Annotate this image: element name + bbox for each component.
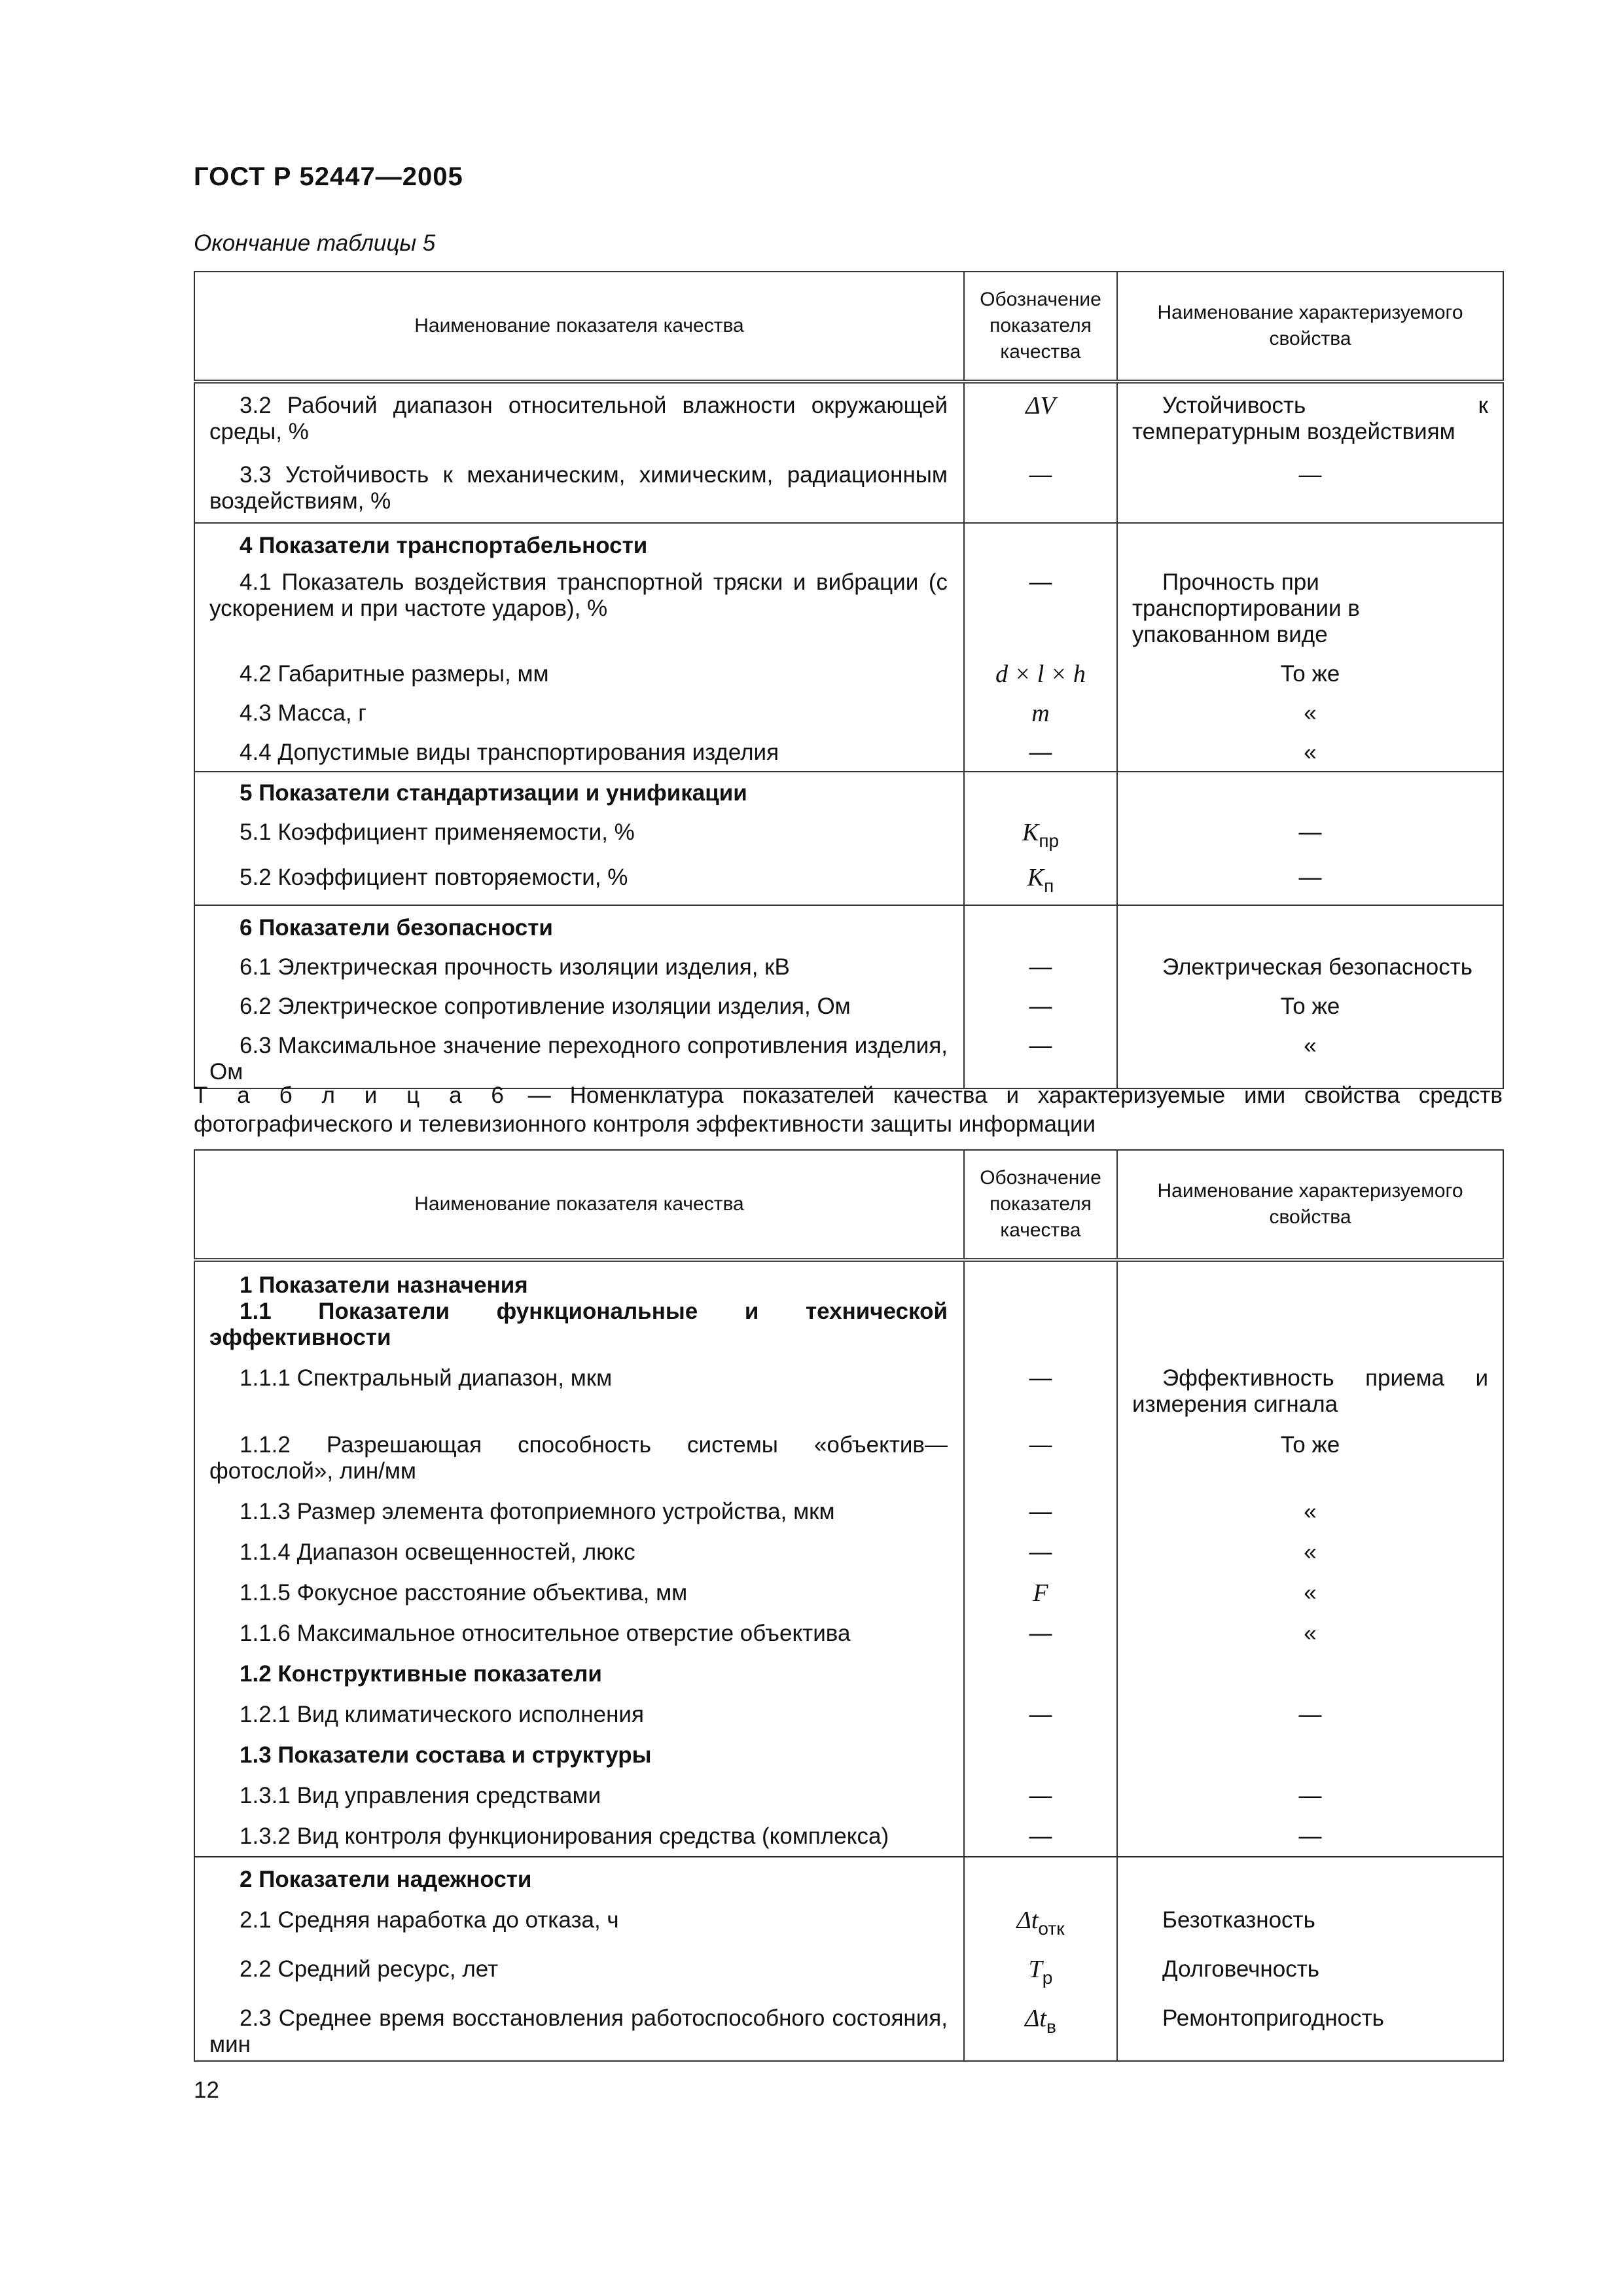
row-name: 1.1.3 Размер элемента фотоприемного устройства, мкм <box>194 1490 964 1530</box>
row-name: 1.1.5 Фокусное расстояние объектива, мм <box>194 1571 964 1611</box>
row-property: Устойчивость к температурным воздействиям <box>1117 382 1503 450</box>
column-header-symbol: Обозначение показателя качества <box>964 272 1117 382</box>
table-row <box>194 692 1503 732</box>
row-symbol <box>964 772 1117 812</box>
table-row <box>194 732 1503 772</box>
table6-caption <box>194 1081 1503 1139</box>
row-property <box>1117 1652 1503 1693</box>
table-row <box>194 1814 1503 1857</box>
row-symbol: — <box>964 450 1117 523</box>
row-property: Долговечность <box>1117 1947 1503 1996</box>
row-symbol <box>964 1947 1117 1996</box>
row-property: Электрическая безопасность <box>1117 946 1503 986</box>
table-row <box>194 859 1503 905</box>
table-row <box>194 1996 1503 2061</box>
row-property <box>1117 1260 1503 1299</box>
section-title: 1.1 Показатели функциональные и технической эффективности <box>194 1299 964 1360</box>
row-symbol: — <box>964 1025 1117 1088</box>
row-property: — <box>1117 859 1503 905</box>
symbol-subscript: отк <box>1038 1918 1065 1939</box>
row-property: То же <box>1117 653 1503 692</box>
row-symbol <box>964 1260 1117 1299</box>
table6-caption-lead: Т а б л и ц а 6 <box>194 1083 509 1108</box>
section-title: 1 Показатели назначения <box>194 1260 964 1299</box>
table-row <box>194 1490 1503 1530</box>
row-name: 1.3.2 Вид контроля функционирования средства (комплекса) <box>194 1814 964 1857</box>
row-symbol <box>964 859 1117 905</box>
row-name: 5.1 Коэффициент применяемости, % <box>194 812 964 859</box>
row-symbol <box>964 1652 1117 1693</box>
table-row <box>194 1530 1503 1571</box>
row-symbol <box>964 905 1117 946</box>
symbol-main: Δt <box>1016 1907 1039 1934</box>
table-row <box>194 946 1503 986</box>
row-property <box>1117 1857 1503 1898</box>
row-symbol <box>964 1299 1117 1360</box>
row-property: « <box>1117 1025 1503 1088</box>
row-symbol <box>964 1733 1117 1774</box>
row-symbol: — <box>964 986 1117 1025</box>
row-property: — <box>1117 1774 1503 1814</box>
row-symbol <box>964 1898 1117 1947</box>
row-property: « <box>1117 732 1503 772</box>
row-symbol: ΔV <box>964 382 1117 450</box>
table-row <box>194 1360 1503 1423</box>
row-property: « <box>1117 1571 1503 1611</box>
row-property <box>1117 1299 1503 1360</box>
page-number: 12 <box>194 2077 219 2103</box>
row-name: 3.2 Рабочий диапазон относительной влажности окружающей среды, % <box>194 382 964 450</box>
table-row <box>194 1571 1503 1611</box>
table-row <box>194 382 1503 450</box>
row-symbol: — <box>964 564 1117 653</box>
table-row <box>194 1947 1503 1996</box>
table-row <box>194 653 1503 692</box>
symbol-main: K <box>1027 864 1044 891</box>
row-symbol: F <box>964 1571 1117 1611</box>
symbol-subscript: пр <box>1039 831 1060 851</box>
row-name: 4.3 Масса, г <box>194 692 964 732</box>
row-symbol: — <box>964 1360 1117 1423</box>
table-row <box>194 986 1503 1025</box>
symbol-subscript: в <box>1046 2017 1056 2037</box>
row-property: — <box>1117 1814 1503 1857</box>
section-row <box>194 1260 1503 1299</box>
row-property: « <box>1117 1611 1503 1652</box>
row-property: Прочность при транспортировании в упакованном виде <box>1117 564 1503 653</box>
row-property: — <box>1117 1693 1503 1733</box>
section-title: 2 Показатели надежности <box>194 1857 964 1898</box>
row-property: « <box>1117 1490 1503 1530</box>
row-symbol: — <box>964 1693 1117 1733</box>
column-header-property: Наименование характеризуемого свойства <box>1117 1150 1503 1260</box>
row-symbol: — <box>964 1611 1117 1652</box>
row-symbol: — <box>964 1530 1117 1571</box>
row-symbol: — <box>964 946 1117 986</box>
table-5 <box>194 271 1504 1089</box>
section-row <box>194 1857 1503 1898</box>
table-header-row <box>194 272 1503 382</box>
row-property: « <box>1117 1530 1503 1571</box>
section-row <box>194 523 1503 564</box>
row-name: 2.3 Среднее время восстановления работоспособного состояния, мин <box>194 1996 964 2061</box>
row-name: 2.1 Средняя наработка до отказа, ч <box>194 1898 964 1947</box>
row-symbol: — <box>964 732 1117 772</box>
row-property: То же <box>1117 1423 1503 1490</box>
table-row <box>194 1693 1503 1733</box>
row-symbol <box>964 523 1117 564</box>
row-name: 1.2.1 Вид климатического исполнения <box>194 1693 964 1733</box>
symbol-main: Δt <box>1025 2005 1046 2032</box>
section-title: 5 Показатели стандартизации и унификации <box>194 772 964 812</box>
table-row <box>194 1423 1503 1490</box>
row-name: 1.3.1 Вид управления средствами <box>194 1774 964 1814</box>
row-symbol <box>964 1857 1117 1898</box>
row-symbol <box>964 812 1117 859</box>
row-name: 5.2 Коэффициент повторяемости, % <box>194 859 964 905</box>
row-name: 2.2 Средний ресурс, лет <box>194 1947 964 1996</box>
table-header-row <box>194 1150 1503 1260</box>
row-name: 1.1.2 Разрешающая способность системы «объектив—фотослой», лин/мм <box>194 1423 964 1490</box>
section-row <box>194 905 1503 946</box>
row-property: Ремонтопригодность <box>1117 1996 1503 2061</box>
row-name: 3.3 Устойчивость к механическим, химическим, радиационным воздействиям, % <box>194 450 964 523</box>
document-title: ГОСТ Р 52447—2005 <box>194 162 463 191</box>
column-header-property: Наименование характеризуемого свойства <box>1117 272 1503 382</box>
table-row <box>194 1898 1503 1947</box>
row-property: Безотказность <box>1117 1898 1503 1947</box>
table-row <box>194 450 1503 523</box>
symbol-main: T <box>1028 1956 1043 1983</box>
table-row <box>194 812 1503 859</box>
table-row <box>194 1774 1503 1814</box>
table5-caption: Окончание таблицы 5 <box>194 230 436 256</box>
table-6 <box>194 1149 1504 2062</box>
row-name: 1.1.1 Спектральный диапазон, мкм <box>194 1360 964 1423</box>
row-property: « <box>1117 692 1503 732</box>
row-symbol: m <box>964 692 1117 732</box>
section-title: 1.2 Конструктивные показатели <box>194 1652 964 1693</box>
row-symbol: d × l × h <box>964 653 1117 692</box>
section-row <box>194 1733 1503 1774</box>
table-row <box>194 564 1503 653</box>
row-symbol <box>964 1996 1117 2061</box>
row-name: 4.1 Показатель воздействия транспортной тряски и вибрации (с ускорением и при частоте ударов), % <box>194 564 964 653</box>
row-property <box>1117 523 1503 564</box>
row-property: — <box>1117 450 1503 523</box>
section-title: 6 Показатели безопасности <box>194 905 964 946</box>
symbol-main: K <box>1022 819 1039 846</box>
section-row <box>194 772 1503 812</box>
row-property: Эффективность приема и измерения сигнала <box>1117 1360 1503 1423</box>
section-row <box>194 1652 1503 1693</box>
row-symbol: — <box>964 1814 1117 1857</box>
row-name: 1.1.6 Максимальное относительное отверстие объектива <box>194 1611 964 1652</box>
column-header-name: Наименование показателя качества <box>194 272 964 382</box>
row-property <box>1117 772 1503 812</box>
row-name: 6.3 Максимальное значение переходного сопротивления изделия, Ом <box>194 1025 964 1088</box>
section-row <box>194 1299 1503 1360</box>
row-name: 4.2 Габаритные размеры, мм <box>194 653 964 692</box>
table-row <box>194 1611 1503 1652</box>
row-name: 6.2 Электрическое сопротивление изоляции изделия, Ом <box>194 986 964 1025</box>
symbol-subscript: п <box>1044 876 1054 896</box>
symbol-subscript: р <box>1042 1967 1053 1988</box>
row-property <box>1117 1733 1503 1774</box>
row-property: — <box>1117 812 1503 859</box>
row-symbol: — <box>964 1423 1117 1490</box>
row-symbol: — <box>964 1490 1117 1530</box>
section-title: 1.3 Показатели состава и структуры <box>194 1733 964 1774</box>
row-property: То же <box>1117 986 1503 1025</box>
column-header-name: Наименование показателя качества <box>194 1150 964 1260</box>
row-name: 1.1.4 Диапазон освещенностей, люкс <box>194 1530 964 1571</box>
column-header-symbol: Обозначение показателя качества <box>964 1150 1117 1260</box>
row-name: 4.4 Допустимые виды транспортирования изделия <box>194 732 964 772</box>
section-title: 4 Показатели транспортабельности <box>194 523 964 564</box>
table6-caption-text: — Номенклатура показателей качества и характеризуемые ими свойства средств фотографического и телевизионного контроля эффективности защиты информации <box>194 1083 1503 1137</box>
row-symbol: — <box>964 1774 1117 1814</box>
row-name: 6.1 Электрическая прочность изоляции изделия, кВ <box>194 946 964 986</box>
row-property <box>1117 905 1503 946</box>
table-row <box>194 1025 1503 1088</box>
